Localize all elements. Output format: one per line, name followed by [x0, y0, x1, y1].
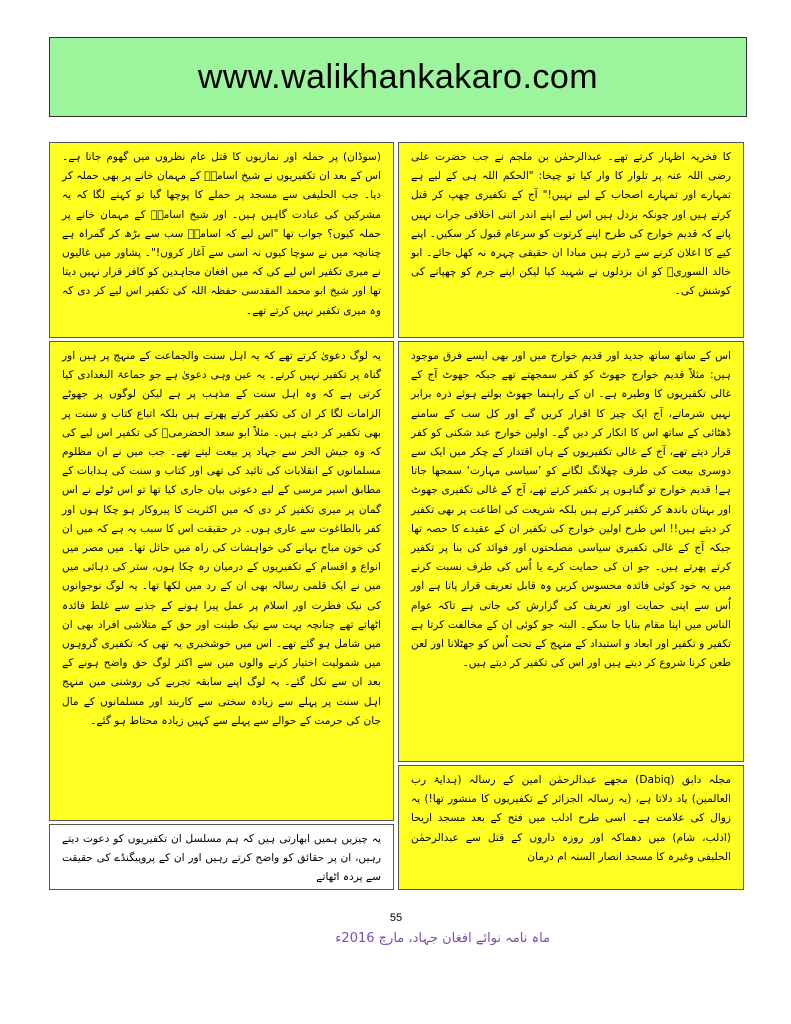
website-url[interactable]: www.walikhankakaro.com — [197, 57, 599, 96]
text-box-left-1 — [49, 142, 394, 338]
text-box-left-3 — [49, 824, 394, 890]
text-box-right-3 — [398, 765, 744, 890]
page-number: 55 — [389, 912, 403, 924]
magazine-footer: ماہ نامہ نوائے افغان جہاد، مارچ 2016ء — [335, 931, 550, 946]
paragraph: کا فخریہ اظہار کرتے تھے۔ عبدالرحمٰن بن ملجم نے جب حضرت علی رضی اللہ عنہ پر تلوار کا وار کیا تو چیخا: "الحکم اللہ ہی کے لیے ہے تمہارے اور تمہارے اصحاب کے لیے نہیں!" آج کے تکفیری چھپ کر قتل کرتے ہیں اور چونکہ بزدل ہیں اس لیے اپنے اندر اتنی اخلاقی جرات نہیں پاتے کہ قدیم خوارج کی طرح اپنے کرتوت کو سرعام قبول کر سکیں۔ اپنے کیے کا اعلان کرنے سے ڈرتے ہیں مبادا ان حقیقی چہرہ نہ کھل جائے۔ ابو خالد السوریؒ کو ان بزدلوں نے شہید کیا لیکن اپنے جرم کو چھپانے کی کوشش کی۔ — [411, 151, 731, 298]
paragraph: اس کے ساتھ ساتھ جدید اور قدیم خوارج میں اور بھی ایسے فرق موجود ہیں: مثلاً قدیم خوارج جھوٹ کو کفر سمجھتے تھے جبکہ جھوٹ آج کے غالی تکفیریوں کا وطیرہ ہے۔ ان کے راہنما جھوٹ بولتے ہوئے ذرہ برابر نہیں شرماتے، آج ایک چیز کا اقرار کریں گے اور کل سب کے سامنے ڈھٹائی کے ساتھ اس کا انکار کر دیں گے۔ اولین خوارج عبد شکنی کو کفر قرار دیتے تھے، آج کے غالی تکفیریوں کے ہاں اقتدار کے چکر میں ایک سے دوسری بیعت کی طرف چھلانگ لگانے کو ’سیاسی مہارت‘ سمجھا جاتا ہے! قدیم خوارج تو گناہوں پر تکفیر کرتے تھے، آج کے غالی تکفیری جھوٹ اور بہتان باندھ کر تکفیر کرتے ہیں بلکہ شریعت کی اطاعت پر بھی تکفیر کر دیتے ہیں!! اس طرح اولین خوارج کی تکفیر ان کے عقیدے کا حصہ تھا جبکہ آج کے غالی تکفیری سیاسی مصلحتوں اور فوائد کی بنا پر تکفیر کرتے پھرتے ہیں۔ جو ان کی حمایت کرے یا اُس کی طرف نسبت کرنے میں یہ خود کوئی فائدہ محسوس کریں وہ قابل تعریف قرار پاتا ہے اور اُس سے اپنی حمایت اور تعریف کی گزارش کی جاتی ہے تاکہ عوام الناس میں اپنا مقام بنایا جا سکے۔ البتہ جو کوئی ان کے مخالفت کرتا ہے تکفیر و تکفیر اور ابعاد و استبداد کے منہج کے تحت اُس کو جھٹلانا اور لعن طعن کرنا شروع کر دیتے ہیں اور اس کی تکفیر کر دیتے ہیں۔ — [411, 350, 731, 670]
paragraph: یہ لوگ دعویٰ کرتے تھے کہ یہ اہل سنت والجماعت کے منہج پر ہیں اور گناہ پر تکفیر نہیں کرتے۔ یہ عین وہی دعویٰ ہے جو جماعۃ البغدادی کیا کرتی ہے کہ وہ اہل سنت کے مذہب پر ہے لیکن لوگوں پر جھوٹے الزامات لگا کر ان کی تکفیر کرتے پھرتے ہیں بلکہ اتباع کتاب و سنت پر بھی تکفیر کر دیتے ہیں۔ مثلاً ابو سعد الحضرمیؒ کی تکفیر اس لیے کی کہ وہ جیش الحر سے جہاد پر بیعت لیتے تھے۔ جب میں نے ان مظلوم مسلمانوں کے انقلابات کی تائید کی تھی اور کتاب و سنت کی ہدایات کے مطابق اسیر مرسی کے لیے دعوتی بیان جاری کیا تھا تو اس ٹولے نے اس گمان پر میری تکفیر کر دی کہ میں اکثریت کا پیروکار ہو چکا ہوں اور کفر بالطاغوت سے عاری ہوں۔ در حقیقت اس کا سبب یہ ہے کہ میں ان کی خون مباح بہانے کی خواہشات کی راہ میں حائل تھا۔ میں مصر میں انواع و اقسام کے تکفیریوں کے درمیان رہ چکا ہوں، ستر کی دہائی میں میں نے ایک قلمی رسالہ بھی ان کے رد میں لکھا تھا۔ یہ لوگ نوجوانوں کی نیک فطرت اور اسلام پر عمل پیرا ہونے کے جذبے سے غلط فائدہ اٹھاتے تھے چنانچہ بہت سے نیک طینت اور حق کے متلاشی افراد بھی ان میں شامل ہو گئے تھے۔ اس میں خوشخبری یہ تھی کہ تکفیری گروہوں میں شمولیت اختیار کرنے والوں میں سے اکثر لوگ حق واضح ہونے کے بعد ان سے نکل گئے۔ یہ لوگ اپنے سابقہ تجربے کی روشنی میں منہج اہل سنت پر پہلے سے زیادہ سختی سے کاربند اور مسلمانوں کے مال جان کی حرمت کے حوالے سے پہلے سے کہیں زیادہ محتاط ہو گئے۔ — [62, 350, 381, 727]
paragraph: مجلہ دابق (Dabiq) مجھے عبدالرحمٰن امین کے رسالہ (ہدایۃ رب العالمین) یاد دلاتا ہے، (یہ رسالہ الجزائر کے تکفیریوں کا منشور تھا!) یہ زوال کی علامت ہے۔ اسی طرح ادلب میں فتح کے بعد مسجد اریحا (ادلب، شام) میں دھماکہ اور روزہ داروں کے قتل سے عبدالرحمٰن الحلیفی وغیرہ کا مسجد انصار السنہ ام درمان — [411, 774, 732, 863]
paragraph: (سوڈان) پر حملہ اور نمازیوں کا قتل عام نظروں میں گھوم جاتا ہے۔ اس کے بعد ان تکفیریوں نے شیخ اسامہؒ کے مہمان خانے پر بھی حملہ کر دیا۔ جب الحلیفی سے مسجد پر حملے کا پوچھا گیا تو کہنے لگا کہ یہ مشرکین کی عبادت گاہیں ہیں۔ اور شیخ اسامہؒ کے مہمان خانے پر حملہ کیوں؟ جواب تھا "اس لیے کہ اسامہؒ سب سے بڑھ کر گمراہ ہے چنانچہ میں نے سوچا کیوں نہ اسی سے آغاز کروں!"۔ پشاور میں غالیوں نے میری تکفیر اس لیے کی کہ میں افغان مجاہدین کو کافر قرار نہیں دیتا تھا اور شیخ ابو محمد المقدسی حفظہ اللہ کی تکفیر اس لیے کر دی کہ وہ میری تکفیر نہیں کرتے تھے۔ — [62, 151, 381, 317]
text-box-right-1 — [398, 142, 744, 338]
text-box-right-2 — [398, 341, 744, 762]
text-box-left-2 — [49, 341, 394, 821]
website-banner — [49, 37, 747, 117]
paragraph: یہ چیزیں ہمیں ابھارتی ہیں کہ ہم مسلسل ان تکفیریوں کو دعوت دیتے رہیں، ان پر حقائق کو واضح کرتے رہیں اور ان کے پروپیگنڈے کی حقیقت سے پردہ اٹھاتے — [62, 833, 381, 884]
